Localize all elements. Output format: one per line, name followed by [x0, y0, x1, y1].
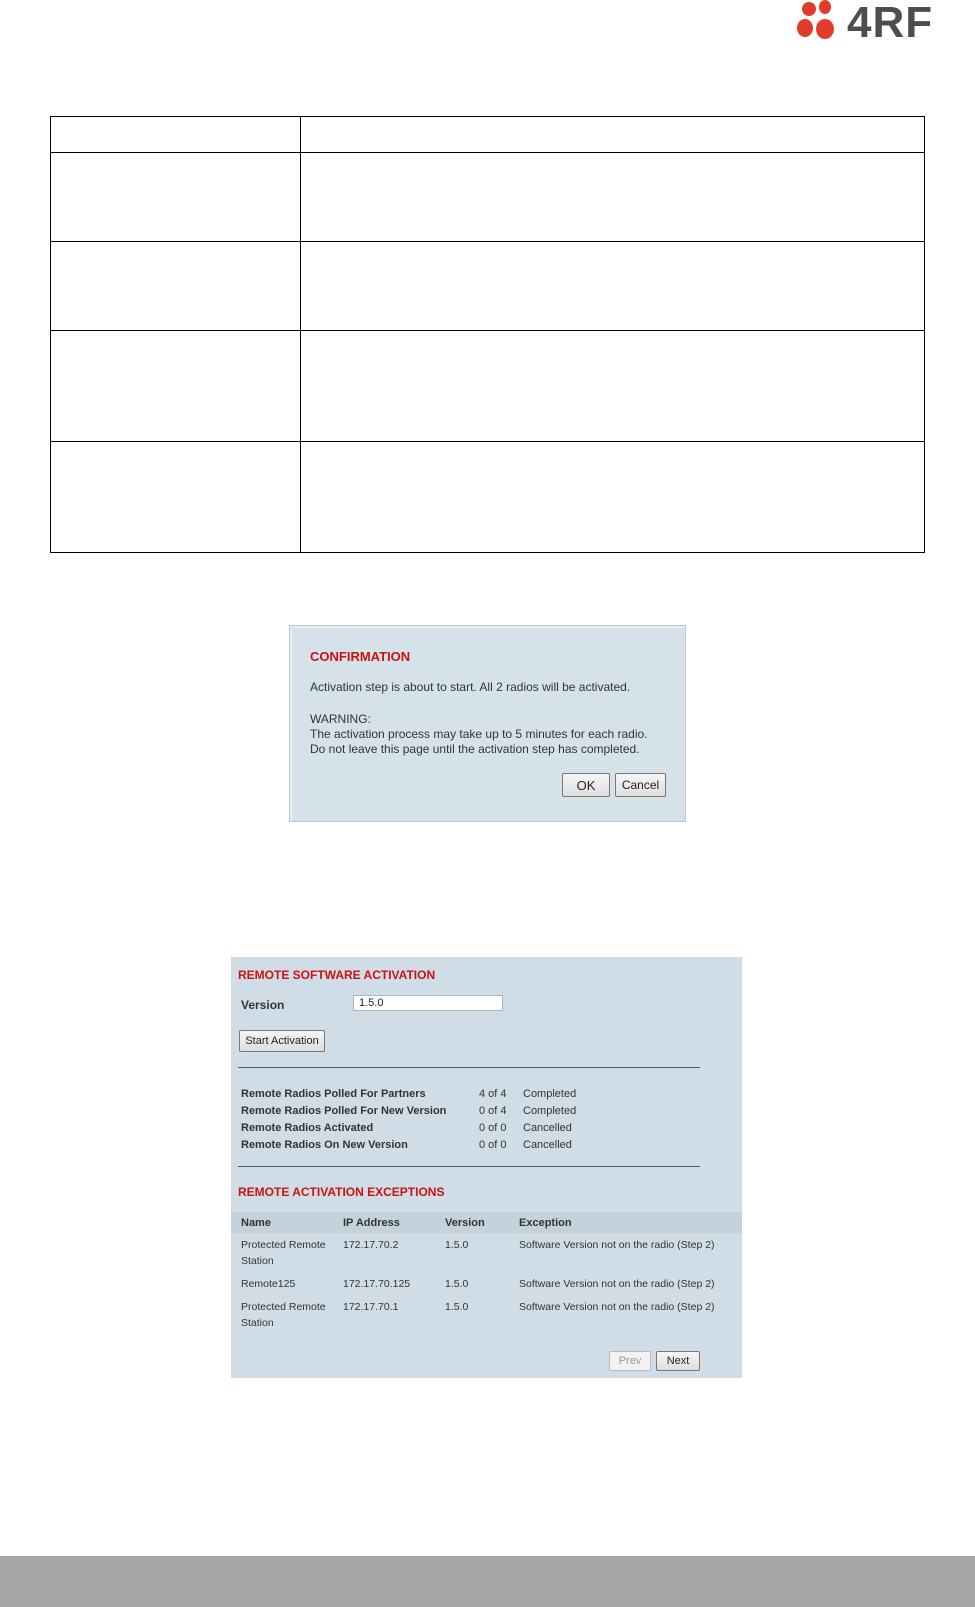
empty-table [50, 116, 925, 553]
table-cell [51, 442, 301, 553]
table-cell [301, 153, 925, 242]
dialog-warning [310, 712, 648, 757]
cell-exception: Software Version not on the radio (Step 2) [519, 1239, 715, 1251]
version-label: Version [241, 998, 285, 1012]
stats-row [241, 1119, 576, 1136]
table-cell [301, 442, 925, 553]
table-row [51, 242, 925, 331]
version-input[interactable] [353, 995, 503, 1011]
dialog-title: CONFIRMATION [310, 649, 411, 664]
cell-exception: Software Version not on the radio (Step 2) [519, 1278, 715, 1290]
stat-count: 4 of 4 [479, 1087, 507, 1100]
next-button[interactable]: Next [656, 1351, 700, 1371]
column-header-name: Name [231, 1212, 333, 1233]
stat-status: Completed [523, 1087, 577, 1100]
cell-ip: 172.17.70.125 [343, 1278, 411, 1290]
stat-label: Remote Radios Activated [241, 1121, 374, 1134]
stat-status: Cancelled [523, 1121, 572, 1134]
stats-row [241, 1136, 576, 1153]
panel-title: REMOTE SOFTWARE ACTIVATION [238, 968, 436, 982]
cell-version: 1.5.0 [445, 1278, 469, 1290]
logo-text: 4RF [847, 0, 934, 47]
remote-activation-panel [231, 957, 742, 1378]
table-cell [51, 117, 301, 153]
stats-row [241, 1102, 576, 1119]
stat-label: Remote Radios On New Version [241, 1138, 408, 1151]
cell-version: 1.5.0 [445, 1239, 469, 1251]
table-row [51, 153, 925, 242]
stat-count: 0 of 0 [479, 1138, 507, 1151]
company-logo [793, 0, 963, 48]
cancel-button[interactable]: Cancel [615, 773, 666, 797]
stat-count: 0 of 4 [479, 1104, 507, 1117]
logo-mark-icon [793, 0, 845, 48]
cell-version: 1.5.0 [445, 1301, 469, 1313]
column-header-ip: IP Address [333, 1212, 435, 1233]
stat-status: Cancelled [523, 1138, 572, 1151]
ok-button[interactable]: OK [562, 773, 610, 797]
table-cell [51, 242, 301, 331]
column-header-version: Version [435, 1212, 509, 1233]
activation-stats [241, 1085, 576, 1153]
confirmation-dialog [289, 625, 686, 822]
divider [238, 1166, 700, 1167]
stat-count: 0 of 0 [479, 1121, 507, 1134]
warning-line: The activation process may take up to 5 minutes for each radio. [310, 727, 648, 741]
table-cell [301, 331, 925, 442]
table-header-row [231, 1212, 742, 1233]
table-row [51, 442, 925, 553]
prev-button[interactable]: Prev [609, 1351, 651, 1371]
cell-name: Remote125 [241, 1278, 296, 1290]
divider [238, 1067, 700, 1068]
table-row [231, 1295, 742, 1334]
cell-ip: 172.17.70.1 [343, 1301, 399, 1313]
warning-title: WARNING: [310, 712, 371, 726]
stats-row [241, 1085, 576, 1102]
column-header-exception: Exception [509, 1212, 742, 1233]
start-activation-button[interactable]: Start Activation [239, 1030, 325, 1052]
table-row [231, 1272, 742, 1295]
table-row [51, 117, 925, 153]
stat-label: Remote Radios Polled For New Version [241, 1104, 447, 1117]
warning-line: Do not leave this page until the activation step has completed. [310, 742, 640, 756]
page-footer-bar [0, 1556, 975, 1607]
table-cell [51, 331, 301, 442]
table-row [231, 1233, 742, 1272]
cell-name: Protected Remote Station [241, 1239, 326, 1267]
stat-label: Remote Radios Polled For Partners [241, 1087, 426, 1100]
stat-status: Completed [523, 1104, 577, 1117]
table-cell [301, 242, 925, 331]
table-row [51, 331, 925, 442]
cell-exception: Software Version not on the radio (Step 2) [519, 1301, 715, 1313]
dialog-message: Activation step is about to start. All 2 radios will be activated. [310, 680, 631, 694]
cell-name: Protected Remote Station [241, 1301, 326, 1329]
exceptions-title: REMOTE ACTIVATION EXCEPTIONS [238, 1185, 445, 1199]
exceptions-table [231, 1212, 742, 1334]
table-cell [51, 153, 301, 242]
cell-ip: 172.17.70.2 [343, 1239, 399, 1251]
table-cell [301, 117, 925, 153]
